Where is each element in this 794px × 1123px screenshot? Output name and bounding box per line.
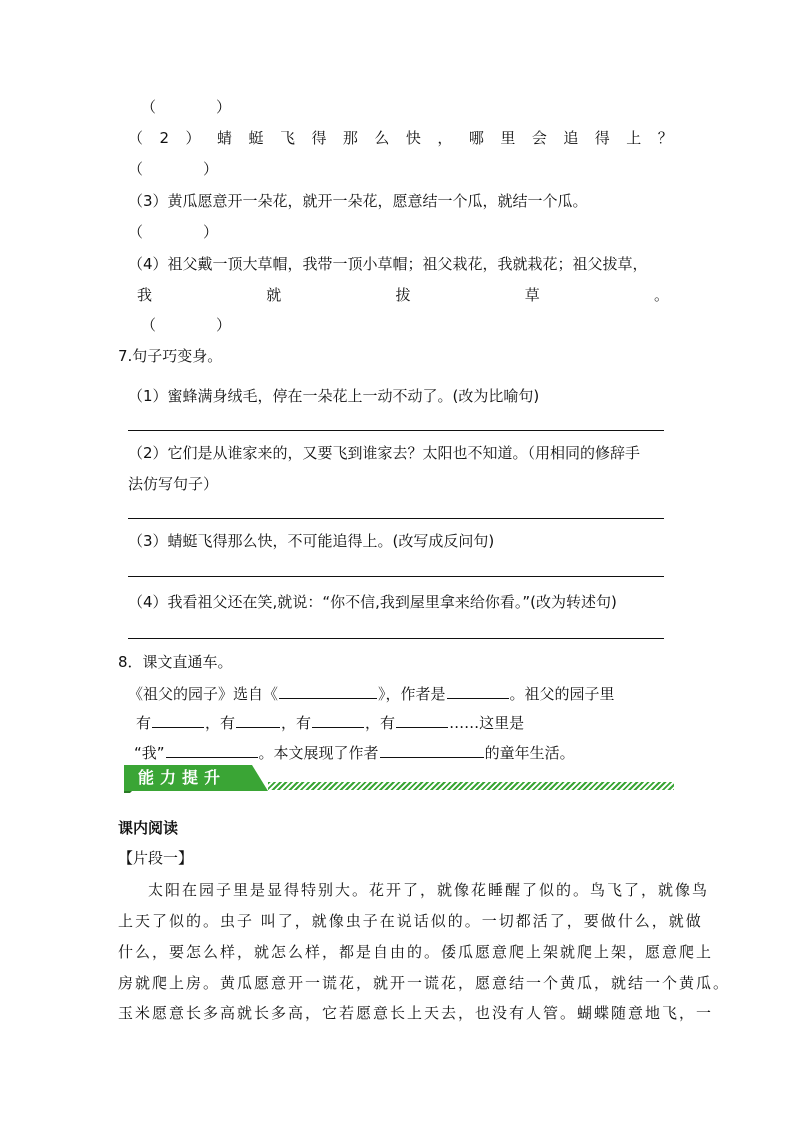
spread-char: 蜻 bbox=[216, 129, 232, 147]
fill-blank-my-garden[interactable] bbox=[166, 741, 258, 758]
question-6-item-3: （3）黄瓜愿意开一朵花，就开一朵花，愿意结一个瓜，就结一个瓜。 bbox=[128, 192, 588, 210]
fill-text: ，有 bbox=[205, 714, 236, 732]
reading-section-label: 【片段一】 bbox=[118, 849, 194, 867]
answer-paren-2: （ ） bbox=[128, 160, 219, 178]
fill-text: 。本文展现了作者 bbox=[258, 744, 379, 762]
question-6-item-2 bbox=[128, 128, 673, 148]
spread-char: 快 bbox=[405, 129, 421, 147]
answer-paren-1: （ ） bbox=[141, 98, 232, 116]
question-6-item-4-line-1: （4）祖父戴一顶大草帽，我带一顶小草帽；祖父栽花，我就栽花；祖父拔草， bbox=[128, 255, 648, 273]
spread-char: 得 bbox=[311, 129, 327, 147]
question-7-item-2-line-2: 法仿写句子） bbox=[128, 475, 219, 493]
passage-line: 什么，要怎么样，就怎么样，都是自由的。倭瓜愿意爬上架就爬上架，愿意爬上 bbox=[118, 943, 714, 961]
answer-paren-4: （ ） bbox=[141, 316, 232, 334]
question-7-item-2-line-1: （2）它们是从谁家来的，又要飞到谁家去？太阳也不知道。（用相同的修辞手 bbox=[128, 444, 641, 462]
passage-line: 玉米愿意长多高就长多高，它若愿意长上天去，也没有人管。蝴蝶随意地飞，一 bbox=[118, 1004, 714, 1022]
fill-text: ，有 bbox=[365, 714, 396, 732]
question-7-item-4: （4）我看祖父还在笑,就说：“你不信,我到屋里拿来给你看。”(改为转述句) bbox=[128, 593, 617, 611]
answer-line-7-4[interactable] bbox=[128, 638, 664, 639]
spread-char: ） bbox=[185, 129, 201, 147]
fill-blank-source-book[interactable] bbox=[279, 682, 377, 699]
fill-text: 《祖父的园子》选自《 bbox=[128, 685, 279, 703]
spread-char: 就 bbox=[266, 286, 282, 304]
question-7-item-1: （1）蜜蜂满身绒毛，停在一朵花上一动不动了。(改为比喻句) bbox=[128, 387, 540, 405]
reading-heading: 课内阅读 bbox=[118, 819, 179, 837]
fill-blank-garden-3[interactable] bbox=[312, 711, 364, 728]
spread-char: （ bbox=[128, 129, 144, 147]
passage-line: 上天了似的。虫子 叫了，就像虫子在说话似的。一切都活了，要做什么，就做 bbox=[118, 912, 703, 930]
spread-char: 草 bbox=[524, 286, 540, 304]
spread-char: 得 bbox=[594, 129, 610, 147]
fill-text: “我” bbox=[134, 744, 165, 762]
section-banner-stripe bbox=[268, 782, 674, 790]
answer-line-7-3[interactable] bbox=[128, 576, 664, 577]
answer-line-7-1[interactable] bbox=[128, 430, 664, 431]
spread-char: 追 bbox=[563, 129, 579, 147]
question-8-line-3 bbox=[134, 741, 575, 763]
spread-char: 里 bbox=[500, 129, 516, 147]
spread-char: 会 bbox=[531, 129, 547, 147]
fill-blank-garden-2[interactable] bbox=[236, 711, 280, 728]
spread-char: ？ bbox=[657, 129, 673, 147]
fill-text: ……这里是 bbox=[449, 714, 525, 732]
answer-paren-3: （ ） bbox=[128, 223, 219, 241]
fill-text: 。祖父的园子里 bbox=[509, 685, 615, 703]
passage-line: 房就爬上房。黄瓜愿意开一谎花，就开一谎花，愿意结一个黄瓜，就结一个黄瓜。 bbox=[118, 974, 731, 992]
spread-char: 2 bbox=[159, 129, 170, 147]
question-8-title: 8．课文直通车。 bbox=[118, 653, 233, 671]
fill-blank-author[interactable] bbox=[447, 682, 509, 699]
spread-char: 上 bbox=[626, 129, 642, 147]
fill-text: ，有 bbox=[281, 714, 312, 732]
fill-text: 有 bbox=[136, 714, 152, 732]
fill-blank-childhood[interactable] bbox=[380, 741, 484, 758]
question-7-title: 7.句子巧变身。 bbox=[118, 347, 223, 365]
spread-char: 哪 bbox=[468, 129, 484, 147]
fill-text: 》，作者是 bbox=[378, 685, 446, 703]
fill-blank-garden-1[interactable] bbox=[152, 711, 204, 728]
spread-char: 蜓 bbox=[248, 129, 264, 147]
spread-char: 飞 bbox=[279, 129, 295, 147]
section-banner-label: 能力提升 bbox=[138, 768, 227, 787]
passage-line: 太阳在园子里是显得特别大。花开了，就像花睡醒了似的。鸟飞了，就像鸟 bbox=[148, 881, 710, 899]
spread-char: 那 bbox=[342, 129, 358, 147]
question-8-line-1 bbox=[128, 682, 615, 704]
spread-char: 么 bbox=[374, 129, 390, 147]
spread-char: 拔 bbox=[395, 286, 411, 304]
answer-line-7-2[interactable] bbox=[128, 518, 664, 519]
question-8-line-2 bbox=[136, 711, 524, 733]
fill-text: 的童年生活。 bbox=[484, 744, 575, 762]
spread-char: 。 bbox=[653, 286, 669, 304]
question-7-item-3: （3）蜻蜓飞得那么快，不可能追得上。(改写成反问句) bbox=[128, 532, 495, 550]
fill-blank-garden-4[interactable] bbox=[396, 711, 448, 728]
question-6-item-4-line-2 bbox=[137, 285, 669, 305]
spread-char: 我 bbox=[137, 286, 153, 304]
spread-char: ， bbox=[437, 129, 453, 147]
